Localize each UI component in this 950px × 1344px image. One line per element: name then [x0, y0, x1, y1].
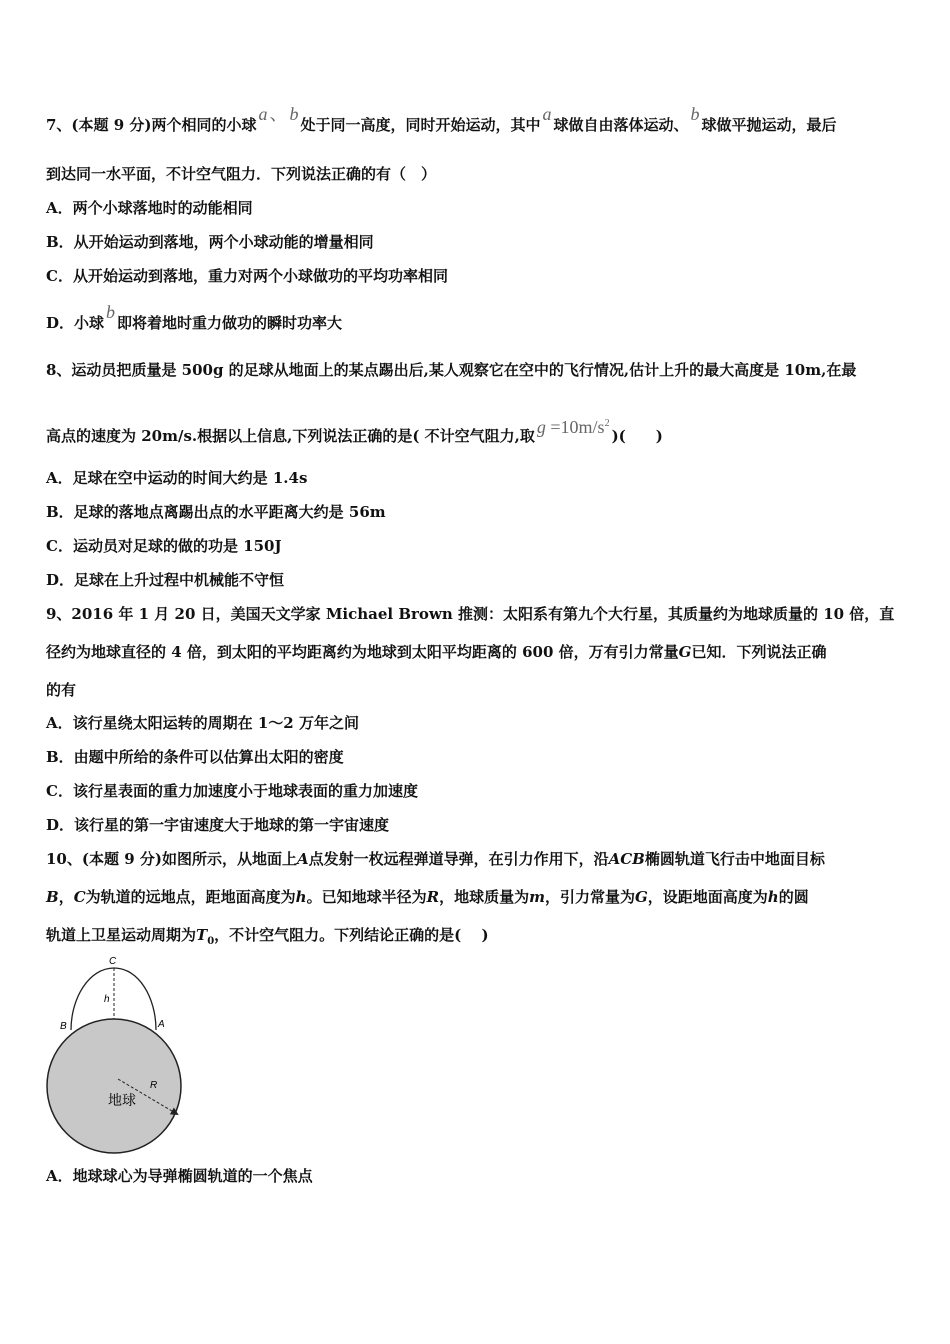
- q7-text-2: 处于同一高度，同时开始运动，其中: [300, 116, 541, 134]
- label-h: h: [104, 994, 110, 1005]
- q7-option-d-text-1: D．小球: [46, 314, 105, 332]
- q10-var-acb: ACB: [608, 850, 645, 868]
- q8-option-c: C．运动员对足球的做的功是 150J: [46, 537, 282, 555]
- q10-text-9: ，设距地面高度为: [647, 888, 768, 906]
- q10-var-h2: h: [767, 888, 779, 906]
- q7-option-c: C．从开始运动到落地，重力对两个小球做功的平均功率相同: [46, 267, 448, 285]
- q10-text-2: 点发射一枚远程弹道导弹，在引力作用下，沿: [308, 850, 609, 868]
- missile-orbit-diagram: [44, 952, 194, 1162]
- q9-option-c: C．该行星表面的重力加速度小于地球表面的重力加速度: [46, 782, 418, 800]
- q7-var-a2: a: [542, 104, 552, 124]
- q8-gravity-formula: [535, 417, 612, 437]
- q10-text-1: 10、(本题 9 分)如图所示，从地面上: [46, 850, 297, 868]
- q9-option-d: D．该行星的第一宇宙速度大于地球的第一宇宙速度: [46, 816, 390, 834]
- q7-text-1: 7、(本题 9 分)两个相同的小球: [46, 116, 257, 134]
- q7-var-b2: b: [690, 104, 700, 124]
- q7-stem-line2: 到达同一水平面，不计空气阻力．下列说法正确的有（ ）: [46, 165, 437, 183]
- q7-option-b: B．从开始运动到落地，两个小球动能的增量相同: [46, 233, 374, 251]
- q9-text-2: 已知．下列说法正确: [691, 643, 827, 661]
- q10-var-t-subscript: 0: [207, 936, 215, 947]
- q9-option-b: B．由题中所给的条件可以估算出太阳的密度: [46, 748, 344, 766]
- q10-text-12: ，不计空气阻力。下列结论正确的是( ): [214, 926, 489, 944]
- q10-var-m: m: [529, 888, 545, 906]
- q9-var-g: G: [678, 643, 692, 661]
- label-r: R: [150, 1080, 158, 1091]
- q7-option-d-text-2: 即将着地时重力做功的瞬时功率大: [117, 314, 343, 332]
- q10-var-t: T: [196, 926, 208, 944]
- q10-stem-line2: [46, 887, 809, 907]
- q8-formula-g: g: [536, 417, 546, 437]
- q9-stem-line3: 的有: [46, 681, 77, 699]
- q10-var-c: C: [73, 888, 86, 906]
- q10-text-11: 轨道上卫星运动周期为: [46, 926, 197, 944]
- q8-option-b: B．足球的落地点离踢出点的水平距离大约是 56m: [46, 503, 386, 521]
- q8-option-a: A．足球在空中运动的时间大约是 1.4s: [46, 469, 308, 487]
- q9-option-a: A．该行星绕太阳运转的周期在 1～2 万年之间: [46, 714, 359, 732]
- q10-var-h: h: [295, 888, 307, 906]
- q10-var-r: R: [426, 888, 440, 906]
- q10-text-8: ，引力常量为: [544, 888, 635, 906]
- q9-stem-line1: 9、2016 年 1 月 20 日，美国天文学家 Michael Brown 推测：太阳系有第九个大行星，其质量约为地球质量的 10 倍，直: [46, 605, 895, 623]
- q7-option-a: A．两个小球落地时的动能相同: [46, 199, 253, 217]
- q10-text-10: 的圆: [778, 888, 809, 906]
- label-c: C: [109, 956, 117, 967]
- q10-text-7: ，地球质量为: [439, 888, 530, 906]
- q7-text-3: 球做自由落体运动、: [553, 116, 689, 134]
- q7-stem-line1: [46, 104, 837, 135]
- q8-formula-exponent: 2: [604, 418, 610, 429]
- q10-text-4: ，: [58, 888, 74, 906]
- q7-var-sep: 、: [269, 104, 288, 124]
- q7-option-d: [46, 302, 343, 333]
- q10-stem-line1: [46, 849, 825, 869]
- q10-var-g: G: [634, 888, 648, 906]
- q7-var-b: b: [289, 104, 299, 124]
- q8-option-d: D．足球在上升过程中机械能不守恒: [46, 571, 285, 589]
- q10-var-a: A: [296, 850, 309, 868]
- q9-stem-line2: [46, 642, 826, 662]
- q7-text-4: 球做平抛运动，最后: [701, 116, 837, 134]
- q7-var-a: a: [258, 104, 268, 124]
- q10-text-6: 。已知地球半径为: [306, 888, 427, 906]
- q10-var-b: B: [46, 888, 59, 906]
- label-earth: 地球: [108, 1092, 136, 1108]
- label-b: B: [60, 1021, 67, 1032]
- q7-option-d-var-b: b: [106, 302, 116, 322]
- q10-text-5: 为轨道的远地点，距地面高度为: [85, 888, 296, 906]
- q10-stem-line3: [46, 925, 489, 952]
- q8-formula-value: =10m/s: [545, 417, 605, 437]
- earth-circle: [47, 1019, 181, 1153]
- q10-option-a: A．地球球心为导弹椭圆轨道的一个焦点: [46, 1167, 313, 1185]
- q8-stem-line1: 8、运动员把质量是 500g 的足球从地面上的某点踢出后,某人观察它在空中的飞行情况,估计上升的最大高度是 10m,在最: [46, 361, 857, 379]
- label-a: A: [158, 1019, 165, 1030]
- q9-text-1: 径约为地球直径的 4 倍，到太阳的平均距离约为地球到太阳平均距离的 600 倍，万有引力常量: [46, 643, 679, 661]
- q8-text-2: )( ): [611, 427, 663, 445]
- q10-text-3: 椭圆轨道飞行击中地面目标: [644, 850, 825, 868]
- q8-text-1: 高点的速度为 20m/s.根据以上信息,下列说法正确的是( 不计空气阻力,取: [46, 427, 535, 445]
- q8-stem-line2: [46, 417, 663, 446]
